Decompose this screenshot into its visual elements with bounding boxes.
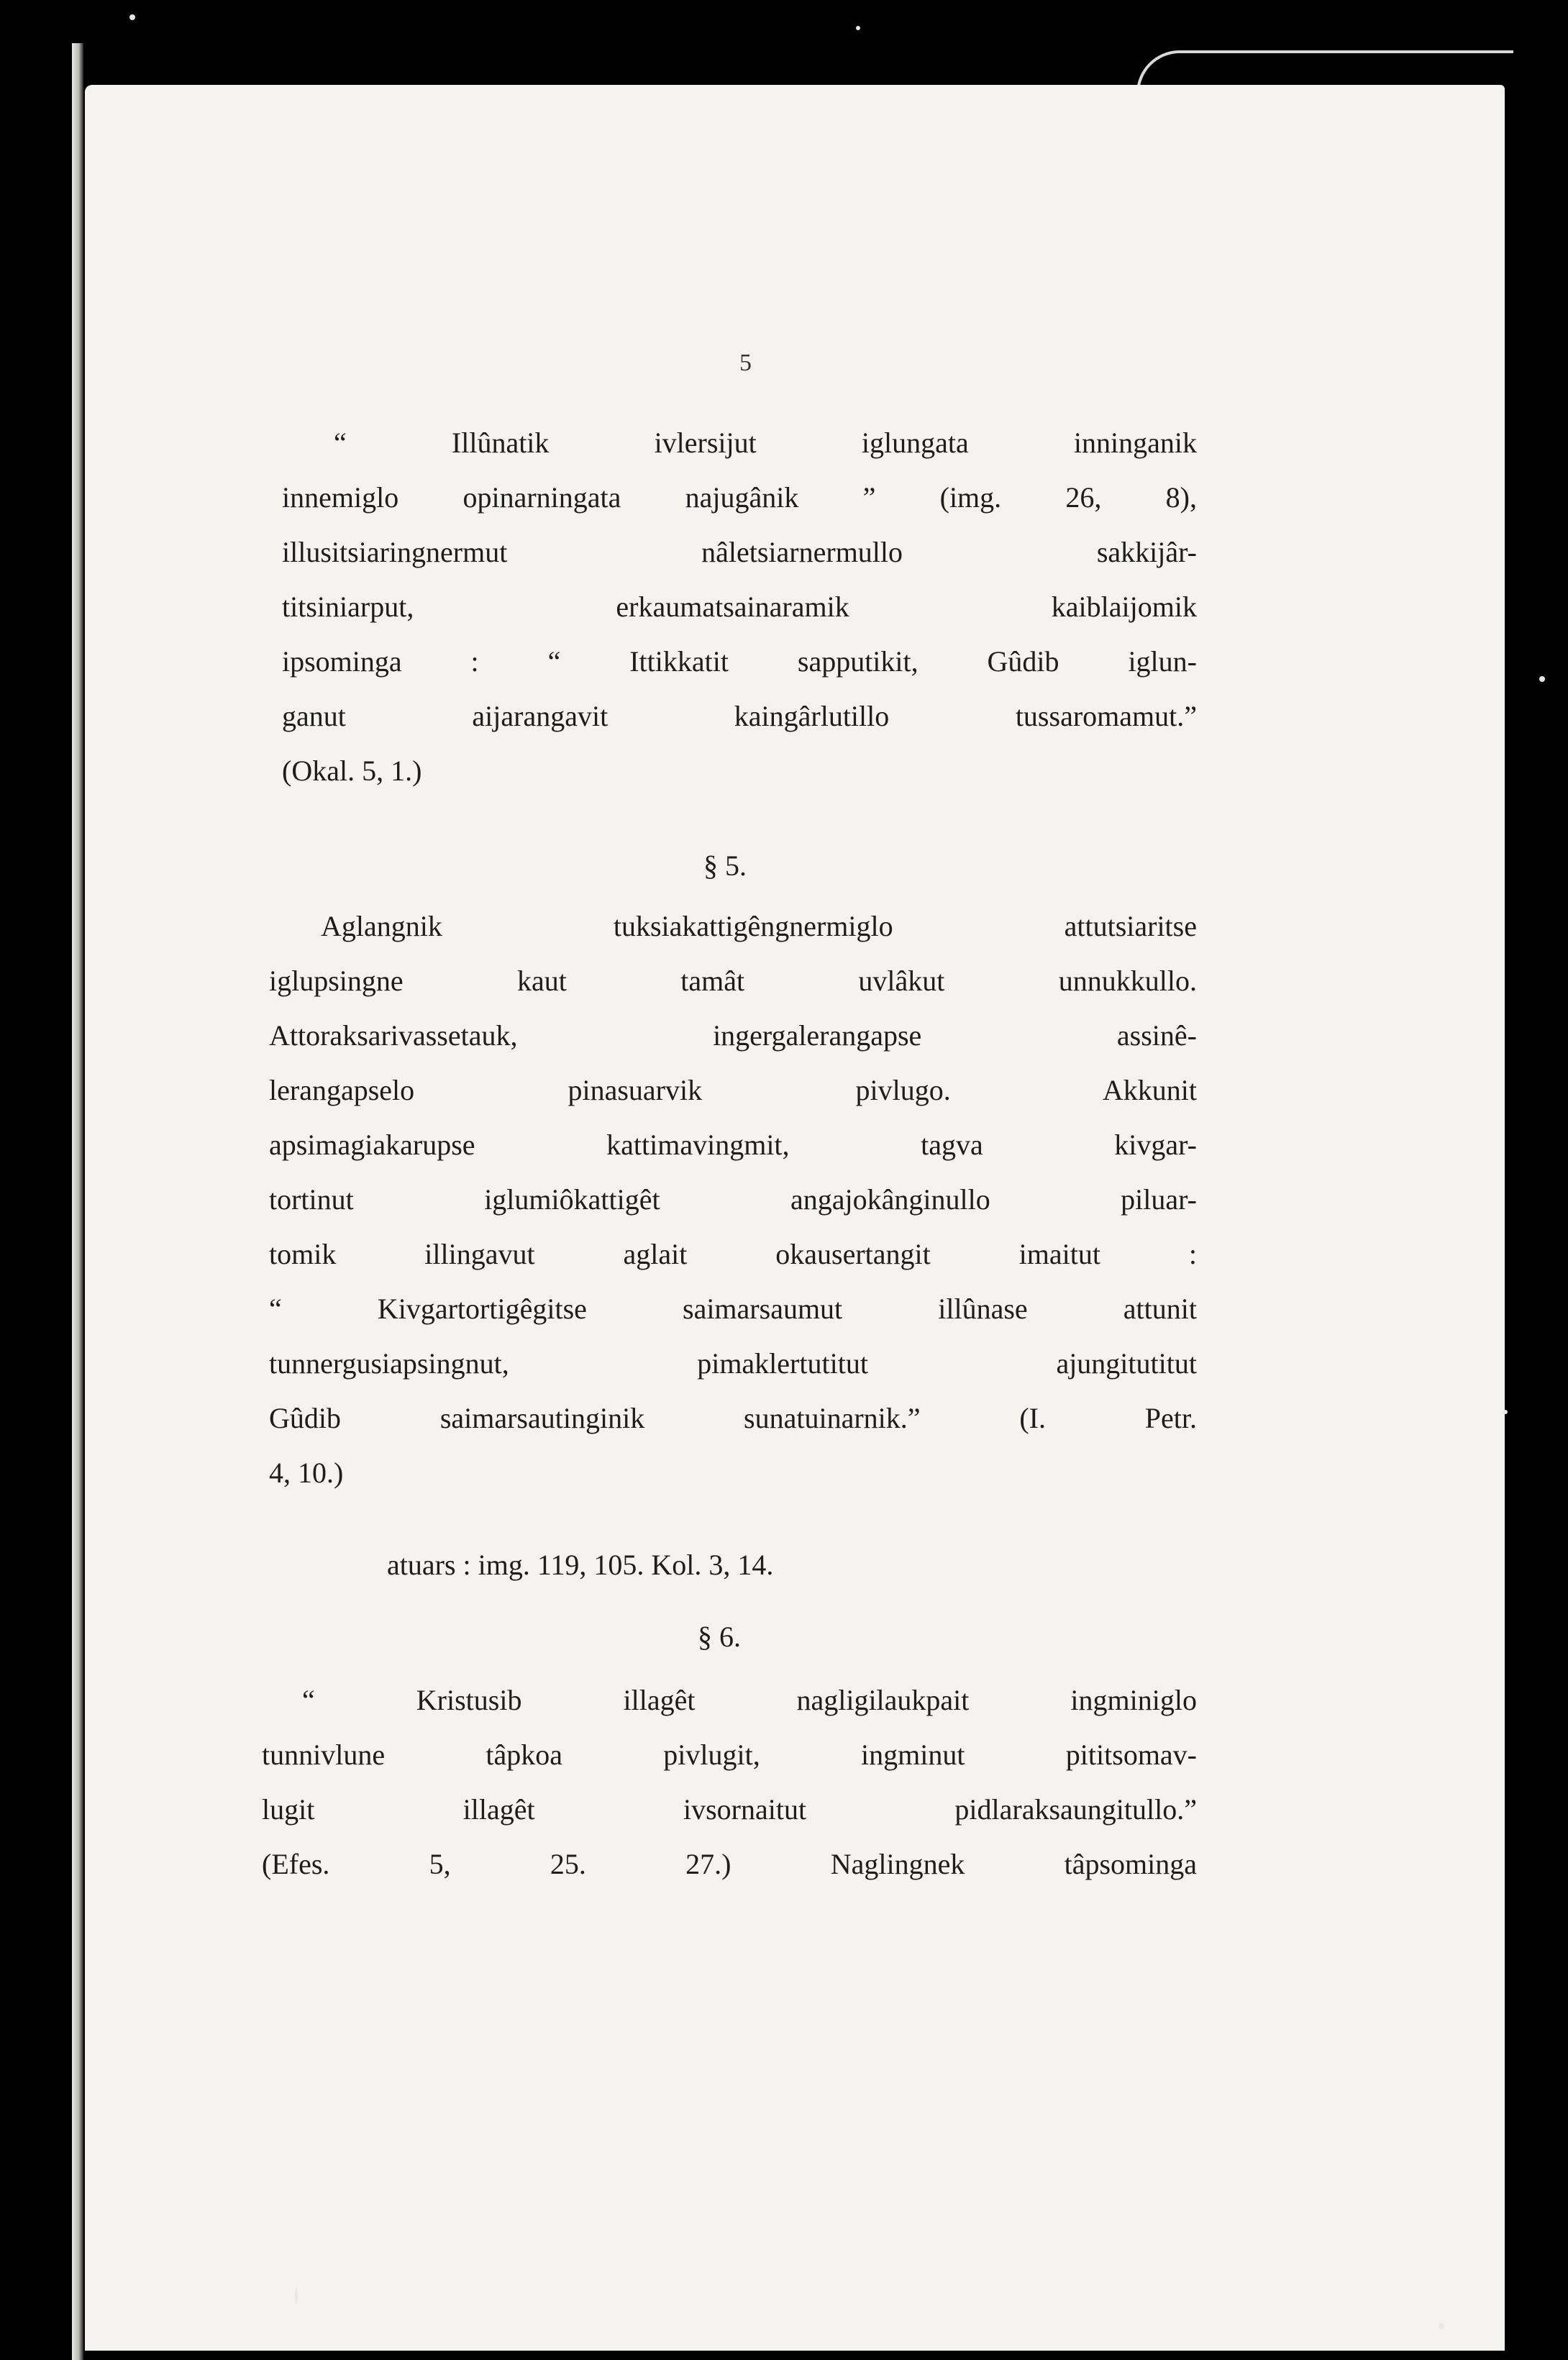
section-heading: § 5. — [703, 849, 747, 882]
text-line: ipsominga : “ Ittikkatit sapputikit, Gûdib iglun- — [282, 645, 1197, 678]
scan-speck — [129, 14, 135, 20]
text-line: ganut aijarangavit kaingârlutillo tussaromamut.” — [282, 700, 1197, 732]
text-line: iglupsingne kaut tamât uvlâkut unnukkullo. — [269, 965, 1197, 997]
text-line: apsimagiakarupse kattimavingmit, tagva kivgar- — [269, 1129, 1197, 1161]
text-line: innemiglo opinarningata najugânik ” (img. 26, 8), — [282, 481, 1197, 514]
text-line: tortinut iglumiôkattigêt angajokânginullo piluar- — [269, 1183, 1197, 1216]
scan-speck — [1503, 1410, 1508, 1414]
text-line: Gûdib saimarsautinginik sunatuinarnik.” (I. Petr. — [269, 1402, 1197, 1434]
text-line: tunnergusiapsingnut, pimaklertutitut ajungitutitut — [269, 1347, 1197, 1380]
text-line: lugit illagêt ivsornaitut pidlaraksaungitullo.” — [262, 1793, 1197, 1826]
text-line: tunnivlune tâpkoa pivlugit, ingminut pititsomav- — [262, 1739, 1197, 1771]
text-line: “ Illûnatik ivlersijut iglungata inninganik — [334, 427, 1197, 459]
scan-speck — [856, 26, 860, 30]
section-heading: § 6. — [698, 1621, 741, 1653]
scan-speck — [1439, 2323, 1444, 2329]
book-page — [85, 85, 1505, 2351]
reference-line: atuars : img. 119, 105. Kol. 3, 14. — [387, 1549, 774, 1581]
text-line: tomik illingavut aglait okausertangit imaitut : — [269, 1238, 1197, 1270]
text-line: “ Kivgartortigêgitse saimarsaumut illûnase attunit — [269, 1293, 1197, 1325]
text-line: titsiniarput, erkaumatsainaramik kaiblaijomik — [282, 591, 1197, 623]
scan-speck — [295, 2287, 298, 2303]
text-line: 4, 10.) — [269, 1457, 344, 1489]
text-line: illusitsiaringnermut nâletsiarnermullo sakkijâr- — [282, 536, 1197, 568]
text-line: (Okal. 5, 1.) — [282, 755, 422, 787]
text-line: “ Kristusib illagêt nagligilaukpait ingminiglo — [302, 1684, 1197, 1716]
text-line: Attoraksarivassetauk, ingergalerangapse assinê- — [269, 1019, 1197, 1052]
text-line: lerangapselo pinasuarvik pivlugo. Akkunit — [269, 1074, 1197, 1106]
text-line: (Efes. 5, 25. 27.) Naglingnek tâpsominga — [262, 1848, 1197, 1880]
text-line: Aglangnik tuksiakattigêngnermiglo attutsiaritse — [321, 910, 1197, 942]
book-spine-edge — [72, 43, 83, 2360]
scan-speck — [1539, 676, 1545, 682]
page-number: 5 — [739, 350, 752, 376]
